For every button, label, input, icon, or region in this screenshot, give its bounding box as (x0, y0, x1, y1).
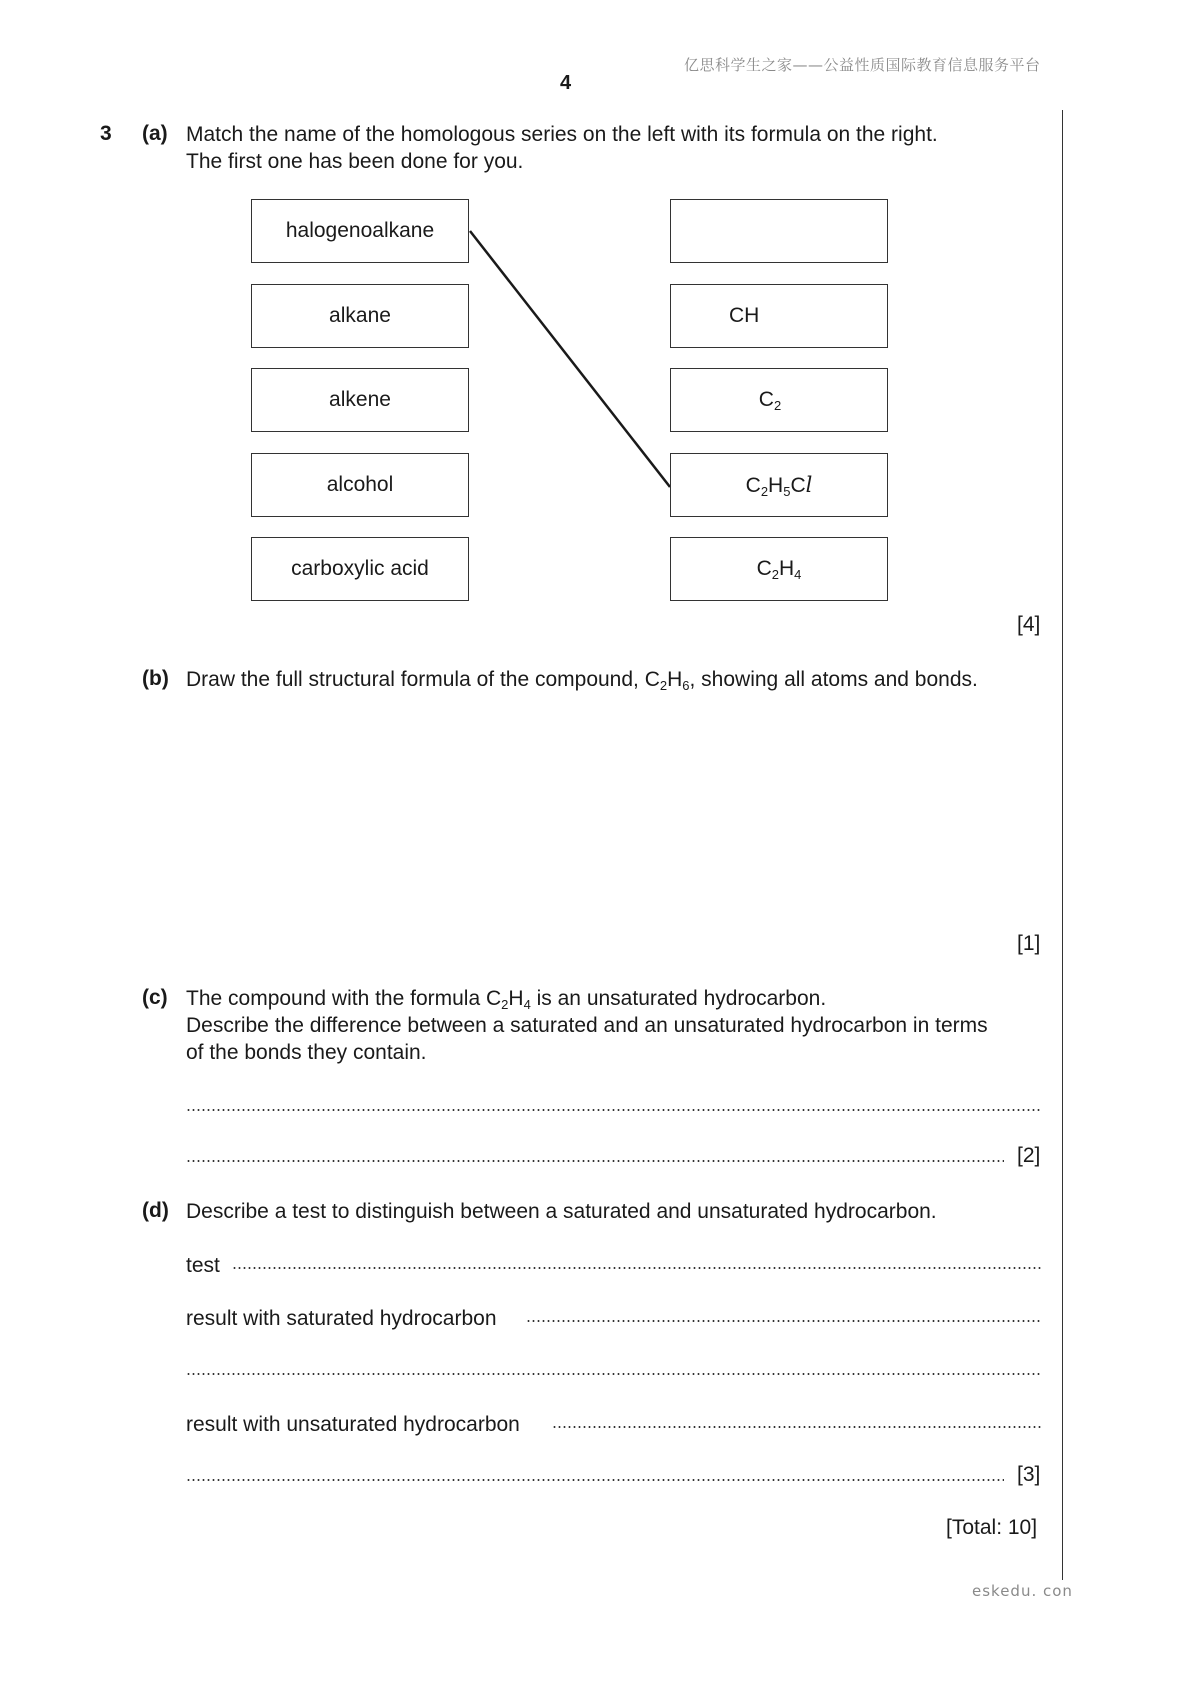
question-number: 3 (100, 122, 112, 145)
part-d-text: Describe a test to distinguish between a saturated and unsaturated hydrocarbon. (186, 1200, 937, 1223)
unsaturated-label: result with unsaturated hydrocarbon (186, 1413, 520, 1436)
answer-line-c1[interactable] (186, 1108, 1042, 1112)
part-d-label: (d) (142, 1199, 169, 1222)
answer-line-saturated[interactable] (526, 1319, 1042, 1323)
formula-ch: CH (729, 304, 760, 327)
part-c-line-2: Describe the difference between a saturated and an unsaturated hydrocarbon in terms (186, 1014, 988, 1037)
formula-c2h5cl: $C_2H_5Cl$ (745, 472, 813, 499)
header-site-text: 亿思科学生之家——公益性质国际教育信息服务平台 (684, 56, 1041, 74)
formula-c2h4: $C_2H_4$ (756, 557, 802, 582)
part-b-marks: [1] (1017, 932, 1041, 955)
part-a-marks: [4] (1017, 613, 1041, 636)
drawing-area[interactable] (186, 705, 1036, 920)
left-box-alkene[interactable]: alkene (251, 368, 469, 432)
answer-line-unsaturated[interactable] (552, 1425, 1042, 1429)
example-match-line (0, 0, 1190, 700)
right-box-ch[interactable] (670, 284, 888, 348)
part-c-marks: [2] (1017, 1144, 1041, 1167)
left-box-carboxylic-acid[interactable]: carboxylic acid (251, 537, 469, 601)
part-d-marks: [3] (1017, 1463, 1041, 1486)
right-box-empty[interactable] (670, 199, 888, 263)
left-box-alcohol[interactable]: alcohol (251, 453, 469, 517)
answer-line-unsaturated-2[interactable] (186, 1478, 1004, 1482)
answer-line-test[interactable] (232, 1266, 1042, 1270)
part-a-instruction-1: Match the name of the homologous series on the left with its formula on the right. (186, 123, 938, 146)
answer-line-saturated-2[interactable] (186, 1372, 1042, 1376)
saturated-label: result with saturated hydrocarbon (186, 1307, 497, 1330)
right-box-c2h5cl[interactable] (670, 453, 888, 517)
formula-c2: $C_2$ (758, 388, 782, 413)
page-number: 4 (560, 72, 572, 94)
part-c-label: (c) (142, 986, 168, 1009)
part-b-text: Draw the full structural formula of the compound, $C_2H_6$, showing all atoms and bonds. (186, 668, 978, 693)
right-box-c2h4[interactable] (670, 537, 888, 601)
left-box-alkane[interactable]: alkane (251, 284, 469, 348)
left-box-halogenoalkane[interactable]: halogenoalkane (251, 199, 469, 263)
part-c-line-1: The compound with the formula $C_2H_4$ is an unsaturated hydrocarbon. (186, 987, 827, 1012)
part-a-label: (a) (142, 122, 168, 145)
right-box-c2[interactable] (670, 368, 888, 432)
test-label: test (186, 1254, 220, 1277)
total-marks: [Total: 10] (946, 1516, 1038, 1539)
footer-site-url: eskedu. con (972, 1582, 1073, 1600)
answer-line-c2[interactable] (186, 1159, 1004, 1163)
part-a-instruction-2: The first one has been done for you. (186, 150, 524, 173)
part-b-label: (b) (142, 667, 169, 690)
part-c-line-3: of the bonds they contain. (186, 1041, 427, 1064)
